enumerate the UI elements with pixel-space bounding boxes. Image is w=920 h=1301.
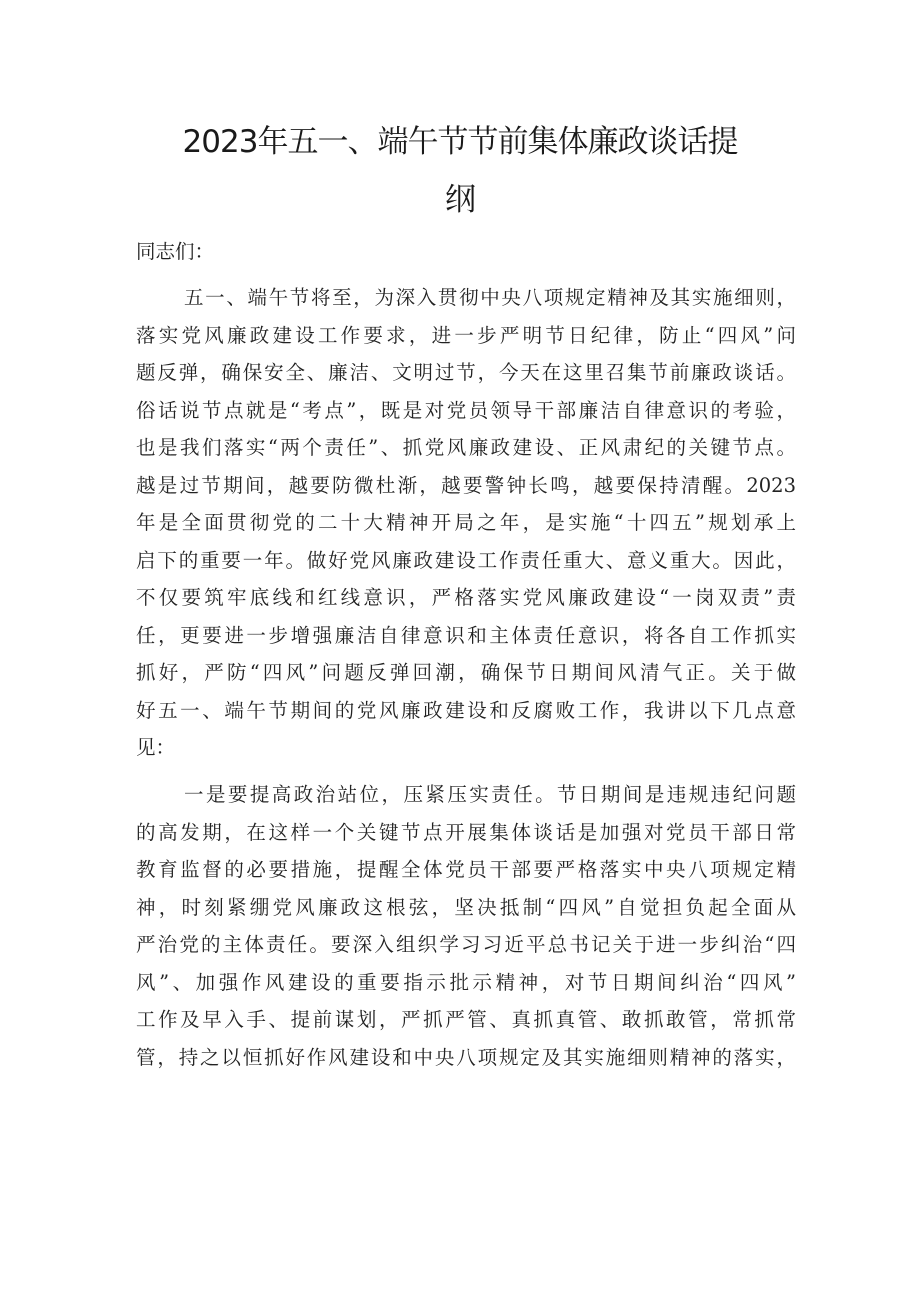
paragraph-1-line: 年是全面贯彻党的二十大精神开局之年，是实施“十四五”规划承上 xyxy=(136,511,796,534)
paragraph-2-line: 风”、加强作风建设的重要指示批示精神，对节日期间纠治“四风” xyxy=(136,971,796,994)
paragraph-1-line: 也是我们落实“两个责任”、抓党风廉政建设、正风肃纪的关键节点。 xyxy=(136,436,796,459)
paragraph-1-line: 启下的重要一年。做好党风廉政建设工作责任重大、意义重大。因此， xyxy=(136,549,796,572)
paragraph-2-line: 一是要提高政治站位，压紧压实责任。节日期间是违规违纪问题 xyxy=(184,783,796,806)
paragraph-1-line: 越是过节期间，越要防微杜渐，越要警钟长鸣，越要保持清醒。2023 xyxy=(136,474,796,497)
salutation: 同志们： xyxy=(136,240,215,263)
paragraph-1-line: 题反弹，确保安全、廉洁、文明过节，今天在这里召集节前廉政谈话。 xyxy=(136,361,796,384)
paragraph-1-line: 俗话说节点就是“考点”，既是对党员领导干部廉洁自律意识的考验， xyxy=(136,399,796,422)
paragraph-1-line: 见： xyxy=(136,736,176,759)
paragraph-2-line: 教育监督的必要措施，提醒全体党员干部要严格落实中央八项规定精 xyxy=(136,858,796,881)
document-title-line-1: 2023年五一、端午节节前集体廉政谈话提 xyxy=(182,124,738,160)
paragraph-1-line: 好五一、端午节期间的党风廉政建设和反腐败工作，我讲以下几点意 xyxy=(136,699,796,722)
paragraph-1-line: 落实党风廉政建设工作要求，进一步严明节日纪律，防止“四风”问 xyxy=(136,324,796,347)
paragraph-1-line: 五一、端午节将至，为深入贯彻中央八项规定精神及其实施细则， xyxy=(184,286,796,309)
paragraph-2-line: 神，时刻紧绷党风廉政这根弦，坚决抵制“四风”自觉担负起全面从 xyxy=(136,896,796,919)
paragraph-2-line: 的高发期，在这样一个关键节点开展集体谈话是加强对党员干部日常 xyxy=(136,821,796,844)
paragraph-1-line: 抓好，严防“四风”问题反弹回潮，确保节日期间风清气正。关于做 xyxy=(136,661,796,684)
paragraph-1-line: 不仅要筑牢底线和红线意识，严格落实党风廉政建设“一岗双责”责 xyxy=(136,586,796,609)
paragraph-2-line: 管，持之以恒抓好作风建设和中央八项规定及其实施细则精神的落实， xyxy=(136,1046,796,1069)
paragraph-1-line: 任，更要进一步增强廉洁自律意识和主体责任意识，将各自工作抓实 xyxy=(136,624,796,647)
paragraph-2-line: 工作及早入手、提前谋划，严抓严管、真抓真管、敢抓敢管，常抓常 xyxy=(136,1008,796,1031)
document-title-line-2: 纲 xyxy=(445,182,475,218)
paragraph-2-line: 严治党的主体责任。要深入组织学习习近平总书记关于进一步纠治“四 xyxy=(136,933,796,956)
